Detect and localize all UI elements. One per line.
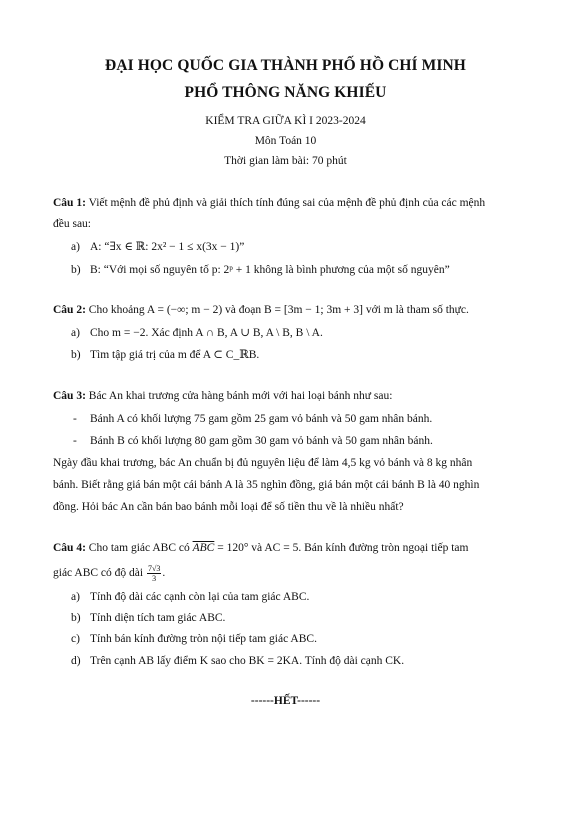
- bullet-dash: -: [73, 413, 77, 425]
- question-4-part-d: Trên cạnh AB lấy điểm K sao cho BK = 2KA. Tính độ dài cạnh CK.: [90, 655, 405, 667]
- question-4-intro-post: = 120° và AC = 5. Bán kính đường tròn ngoại tiếp tam: [214, 542, 469, 554]
- question-3-item-b: Bánh B có khối lượng 80 gam gồm 30 gam vỏ bánh và 50 gam nhân bánh.: [90, 435, 433, 447]
- question-4-intro-cont: [53, 564, 165, 583]
- question-3-intro: Bác An khai trương cửa hàng bánh mới với hai loại bánh như sau:: [85, 390, 393, 402]
- radius-fraction: [147, 564, 161, 583]
- question-3-item-a: Bánh A có khối lượng 75 gam gồm 25 gam vỏ bánh và 50 gam nhân bánh.: [90, 413, 433, 425]
- question-2-part-b: Tìm tập giá trị của m để A ⊂ C_ℝB.: [90, 349, 260, 361]
- bullet-dash: -: [73, 435, 77, 447]
- question-1-intro-cont: đều sau:: [53, 218, 92, 230]
- question-4-intro-end: .: [162, 567, 166, 580]
- question-2-marker-a: a): [71, 327, 80, 339]
- question-1-marker-b: b): [71, 264, 81, 276]
- question-3-line: [53, 389, 392, 403]
- end-marker: ------HẾT------: [250, 695, 321, 707]
- question-3-paragraph-line: đồng. Hỏi bác An cần bán bao bánh mỗi loại để số tiền thu về là nhiều nhất?: [53, 501, 404, 513]
- school-title: PHỔ THÔNG NĂNG KHIẾU: [184, 84, 387, 101]
- question-4-marker-a: a): [71, 591, 80, 603]
- question-2-line: [53, 303, 469, 317]
- question-4-part-c: Tính bán kính đường tròn nội tiếp tam giác ABC.: [90, 633, 317, 645]
- question-3-paragraph-line: bánh. Biết rằng giá bán một cái bánh A là 35 nghìn đồng, giá bán một cái bánh B là 40 nghìn: [53, 479, 480, 491]
- question-2-marker-b: b): [71, 349, 81, 361]
- question-4-part-a: Tính độ dài các cạnh còn lại của tam giác ABC.: [90, 591, 310, 603]
- university-title: ĐẠI HỌC QUỐC GIA THÀNH PHỐ HỒ CHÍ MINH: [105, 57, 466, 74]
- question-4-marker-d: d): [71, 655, 81, 667]
- question-4-intro-2: giác ABC có độ dài: [53, 567, 146, 580]
- question-1-label: Câu 1:: [53, 197, 86, 209]
- question-2-intro: Cho khoảng A = (−∞; m − 2) và đoạn B = [3m − 1; 3m + 3] với m là tham số thực.: [85, 304, 469, 316]
- question-1-intro: Viết mệnh đề phủ định và giải thích tính đúng sai của mệnh đề phủ định của các mệnh: [85, 197, 486, 209]
- question-1-line: [53, 196, 485, 210]
- question-1-marker-a: a): [71, 241, 80, 253]
- question-1-part-a: A: “∃x ∈ ℝ: 2x² − 1 ≤ x(3x − 1)”: [90, 241, 245, 253]
- question-4-part-b: Tính diện tích tam giác ABC.: [90, 612, 226, 624]
- question-4-intro-pre: Cho tam giác ABC có: [85, 542, 193, 554]
- question-4-line: [53, 541, 468, 555]
- question-3-paragraph-line: Ngày đầu khai trương, bác An chuẩn bị đủ nguyên liệu để làm 4,5 kg vỏ bánh và 8 kg nhân: [53, 457, 473, 469]
- question-3-label: Câu 3:: [53, 390, 86, 402]
- fraction-denominator: 3: [152, 574, 157, 583]
- question-2-part-a: Cho m = −2. Xác định A ∩ B, A ∪ B, A \ B, B \ A.: [90, 327, 323, 339]
- exam-title: KIỂM TRA GIỮA KÌ I 2023-2024: [205, 115, 366, 127]
- question-4-marker-b: b): [71, 612, 81, 624]
- question-1-part-b: B: “Với mọi số nguyên tố p: 2ᵖ + 1 không là bình phương của một số nguyên”: [90, 264, 450, 276]
- question-4-marker-c: c): [71, 633, 80, 645]
- question-4-label: Câu 4:: [53, 542, 86, 554]
- fraction-numerator: 7√3: [147, 564, 161, 573]
- angle-abc: $\overline{ABC}$: [192, 542, 215, 554]
- time-line: Thời gian làm bài: 70 phút: [224, 155, 347, 167]
- subject-line: Môn Toán 10: [254, 135, 317, 147]
- question-2-label: Câu 2:: [53, 304, 86, 316]
